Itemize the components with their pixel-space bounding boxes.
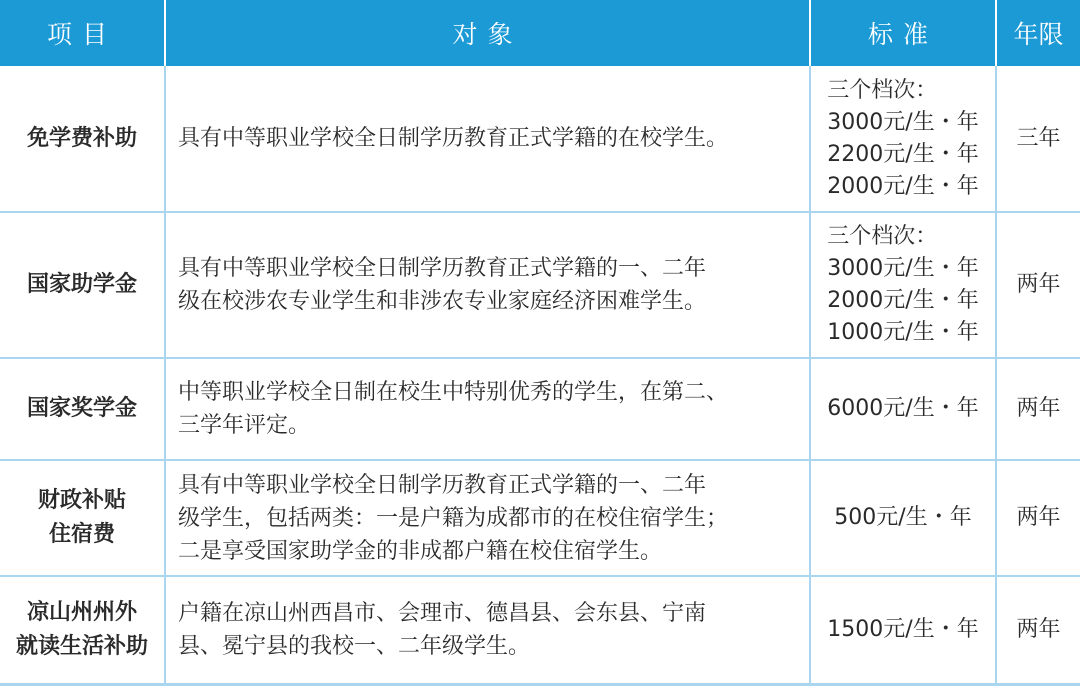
item-cell	[0, 460, 165, 576]
standard-text: 3000元/生・年	[827, 109, 979, 135]
item-text: 国家奖学金	[26, 396, 137, 421]
years-cell: 三年	[996, 66, 1080, 212]
header-years: 年限	[996, 0, 1080, 66]
item-text: 就读生活补助	[15, 633, 148, 659]
item-text: 住宿费	[48, 522, 115, 547]
years-cell: 两年	[996, 212, 1080, 358]
standard-text: 2200元/生・年	[827, 141, 979, 167]
standard-text: 2000元/生・年	[827, 288, 979, 313]
standard-cell	[810, 212, 996, 358]
standard-cell	[810, 66, 996, 212]
target-text: 户籍在凉山州西昌市、会理市、德昌县、会东县、宁南	[178, 600, 707, 626]
table-row	[0, 460, 1080, 576]
years-cell: 两年	[996, 460, 1080, 576]
standard-text: 3000元/生・年	[827, 256, 979, 281]
standard-text: 三个档次：	[827, 77, 938, 103]
target-cell	[165, 460, 810, 576]
table-header	[0, 0, 1080, 66]
target-text: 级在校涉农专业学生和非涉农专业家庭经济困难学生。	[178, 289, 707, 314]
item-text: 国家助学金	[26, 272, 137, 297]
target-cell	[165, 66, 810, 212]
target-text: 中等职业学校全日制在校生中特别优秀的学生，在第二、	[178, 380, 729, 405]
target-text: 具有中等职业学校全日制学历教育正式学籍的一、二年	[178, 256, 707, 281]
header-standard: 标准	[810, 0, 996, 66]
target-cell	[165, 358, 810, 460]
target-text: 具有中等职业学校全日制学历教育正式学籍的一、二年	[178, 472, 707, 498]
standard-text: 2000元/生・年	[827, 173, 979, 199]
target-text: 三学年评定。	[178, 413, 311, 438]
standard-text: 500元/生・年	[834, 505, 972, 530]
years-cell: 两年	[996, 358, 1080, 460]
target-cell	[165, 576, 810, 684]
target-text: 二是享受国家助学金的非成都户籍在校住宿学生。	[178, 538, 663, 564]
standard-text: 1500元/生・年	[827, 616, 979, 642]
table-row	[0, 576, 1080, 684]
header-target: 对象	[165, 0, 810, 66]
target-cell	[165, 212, 810, 358]
item-cell	[0, 212, 165, 358]
table-row	[0, 212, 1080, 358]
years-cell: 两年	[996, 576, 1080, 684]
header-item: 项目	[0, 0, 165, 66]
item-text: 财政补贴	[37, 488, 126, 513]
table-row	[0, 358, 1080, 460]
target-text: 具有中等职业学校全日制学历教育正式学籍的在校学生。	[178, 126, 729, 151]
standard-text: 三个档次：	[827, 224, 938, 249]
item-cell	[0, 576, 165, 684]
item-cell	[0, 358, 165, 460]
target-text: 县、冕宁县的我校一、二年级学生。	[178, 633, 531, 659]
item-cell	[0, 66, 165, 212]
standard-text: 6000元/生・年	[827, 396, 979, 421]
item-text: 凉山州州外	[26, 599, 137, 625]
standard-cell	[810, 358, 996, 460]
standard-cell	[810, 576, 996, 684]
item-text: 免学费补助	[26, 125, 137, 151]
target-text: 级学生，包括两类：一是户籍为成都市的在校住宿学生；	[178, 505, 729, 531]
table-row	[0, 66, 1080, 212]
standard-text: 1000元/生・年	[827, 320, 979, 345]
standard-cell	[810, 460, 996, 576]
